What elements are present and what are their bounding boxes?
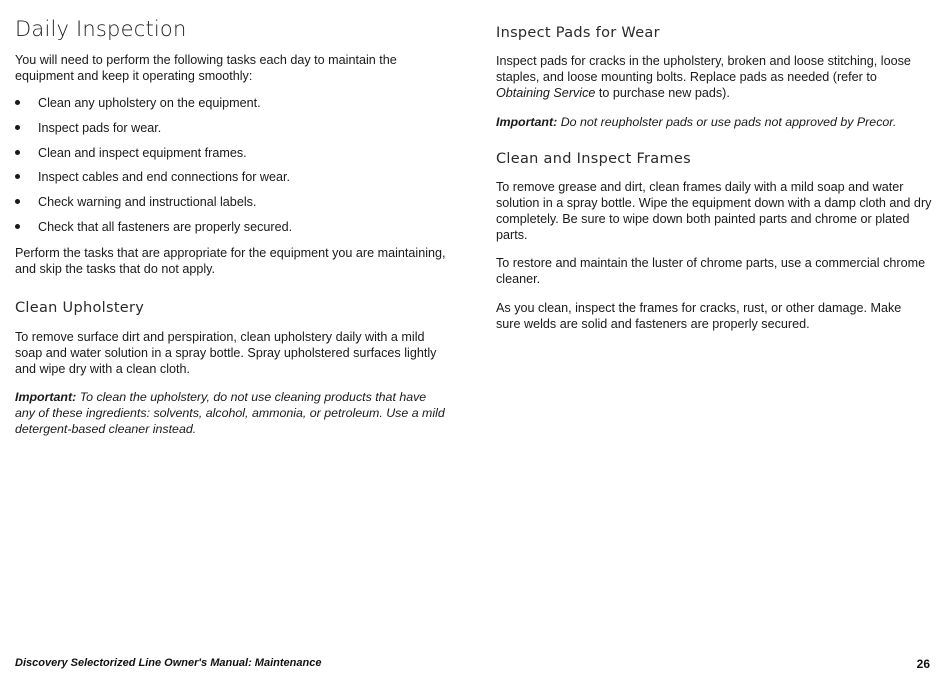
pads-important-note	[496, 114, 932, 130]
bullet-icon	[15, 224, 20, 229]
bullet-icon	[15, 150, 20, 155]
list-item-text: Check warning and instructional labels.	[38, 195, 257, 210]
list-item	[15, 95, 292, 120]
list-item-text: Clean any upholstery on the equipment.	[38, 96, 261, 110]
frames-paragraph-1: To remove grease and dirt, clean frames daily with a mild soap and water solution in a spray bottle. Wipe the equipment down with a damp cloth and dry completely. Be sure to wipe down both painted parts and chrome or plated parts.	[496, 180, 932, 242]
upholstery-important-note	[15, 389, 445, 437]
obtaining-service-reference: Obtaining Service	[496, 86, 596, 100]
list-item-text: Check that all fasteners are properly secured.	[38, 219, 293, 234]
intro-paragraph: You will need to perform the following tasks each day to maintain the equipment and keep it operating smoothly:	[15, 53, 397, 83]
bullet-icon	[15, 199, 20, 204]
list-item-text: Inspect cables and end connections for wear.	[38, 170, 291, 185]
bullet-icon	[15, 174, 20, 179]
important-label: Important:	[15, 390, 77, 404]
important-label: Important:	[496, 115, 558, 129]
footer-title: Discovery Selectorized Line Owner's Manual: Maintenance	[15, 657, 322, 669]
list-item-text: Inspect pads for wear.	[38, 120, 162, 135]
task-list	[15, 95, 292, 244]
list-item	[15, 219, 292, 244]
important-text: To clean the upholstery, do not use cleaning products that have any of these ingredients: solvents, alcohol, ammonia, or petroleum. Use a mild detergent-based cleaner instead.	[15, 390, 445, 436]
frames-paragraph-2: To restore and maintain the luster of chrome parts, use a commercial chrome cleaner.	[496, 256, 926, 286]
section-heading-clean-frames: Clean and Inspect Frames	[496, 151, 691, 167]
bullet-icon	[15, 125, 20, 130]
important-text: Do not reupholster pads or use pads not approved by Precor.	[560, 115, 897, 129]
pads-text: Inspect pads for cracks in the upholstery, broken and loose stitching, loose staples, and loose mounting bolts. Replace pads as needed (refer to	[496, 54, 911, 84]
bullet-icon	[15, 100, 20, 105]
section-heading-inspect-pads: Inspect Pads for Wear	[496, 25, 660, 41]
outro-paragraph: Perform the tasks that are appropriate for the equipment you are maintaining, and skip the tasks that do not apply.	[15, 246, 446, 276]
list-item	[15, 169, 292, 194]
list-item	[15, 120, 292, 145]
page-title: Daily Inspection	[15, 17, 187, 41]
pads-paragraph	[496, 53, 928, 101]
section-heading-clean-upholstery: Clean Upholstery	[15, 300, 145, 316]
frames-paragraph-3: As you clean, inspect the frames for cracks, rust, or other damage. Make sure welds are solid and fasteners are properly secured.	[496, 301, 902, 331]
pads-text-end: to purchase new pads).	[595, 86, 730, 100]
list-item	[15, 194, 292, 219]
upholstery-paragraph: To remove surface dirt and perspiration, clean upholstery daily with a mild soap and water solution in a spray bottle. Spray upholstered surfaces lightly and wipe dry with a clean cloth.	[15, 330, 437, 376]
list-item-text: Clean and inspect equipment frames.	[38, 145, 247, 160]
list-item	[15, 145, 292, 170]
page-number: 26	[916, 657, 930, 671]
page-footer	[15, 657, 930, 669]
